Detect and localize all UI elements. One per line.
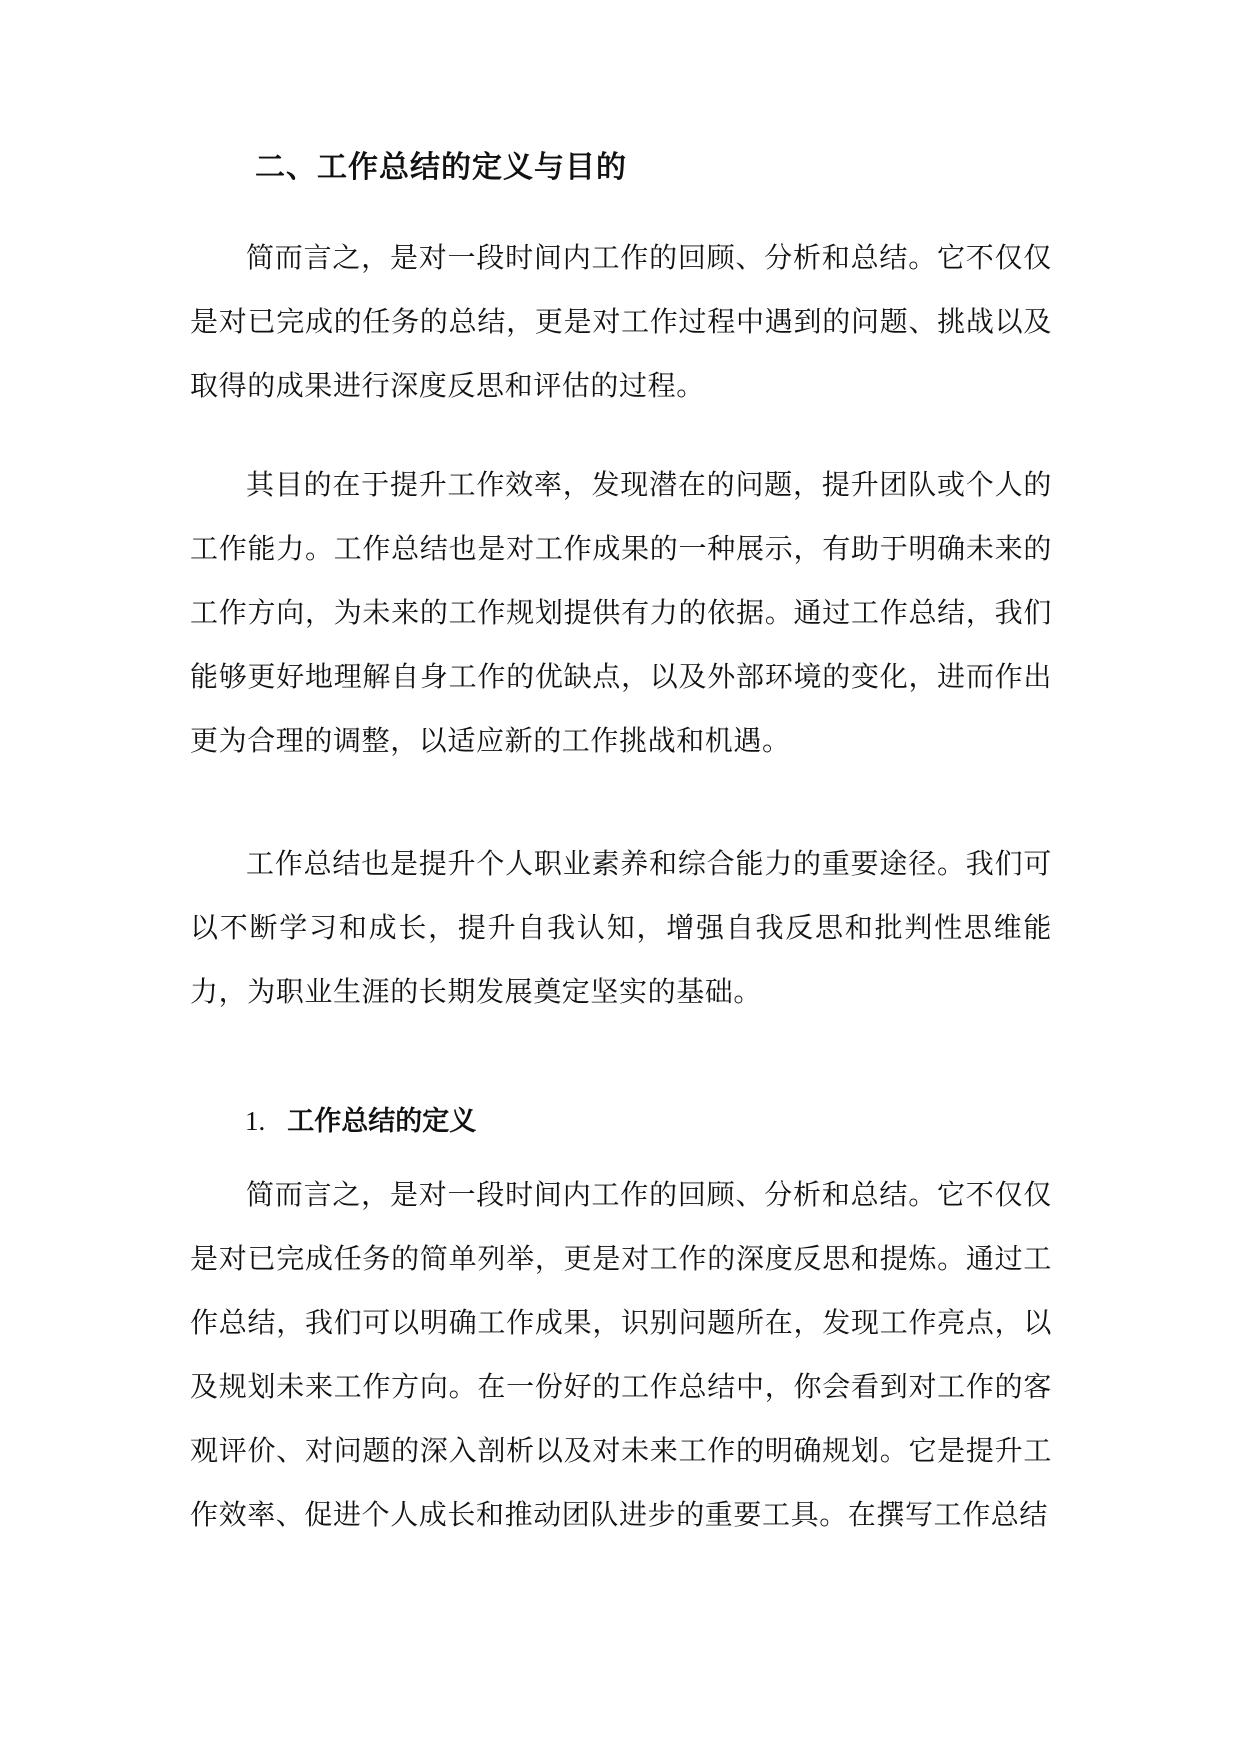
section-heading: 二、工作总结的定义与目的: [255, 150, 627, 185]
section-paragraph-2: 其目的在于提升工作效率，发现潜在的问题，提升团队或个人的工作能力。工作总结也是对工作成果的一种展示，有助于明确未来的工作方向，为未来的工作规划提供有力的依据。通过工作总结，我们能够更好地理解自身工作的优缺点，以及外部环境的变化，进而作出更为合理的调整，以适应新的工作挑战和机遇。: [190, 468, 1052, 757]
subsection-paragraph: 简而言之，是对一段时间内工作的回顾、分析和总结。它不仅仅是对已完成任务的简单列举，更是对工作的深度反思和提炼。通过工作总结，我们可以明确工作成果，识别问题所在，发现工作亮点，以及规划未来工作方向。在一份好的工作总结中，你会看到对工作的客观评价、对问题的深入剖析以及对未来工作的明确规划。它是提升工作效率、促进个人成长和推动团队进步的重要工具。在撰写工作总结: [190, 1178, 1052, 1531]
section-paragraph-3: 工作总结也是提升个人职业素养和综合能力的重要途径。我们可以不断学习和成长，提升自我认知，增强自我反思和批判性思维能力，为职业生涯的长期发展奠定坚实的基础。: [190, 847, 1052, 1008]
subsection-title: 工作总结的定义: [287, 1106, 477, 1137]
section-paragraph-1: 简而言之，是对一段时间内工作的回顾、分析和总结。它不仅仅是对已完成的任务的总结，更是对工作过程中遇到的问题、挑战以及取得的成果进行深度反思和评估的过程。: [190, 241, 1052, 402]
subsection-number: 1.: [245, 1106, 266, 1136]
subsection-heading: [245, 1101, 476, 1142]
